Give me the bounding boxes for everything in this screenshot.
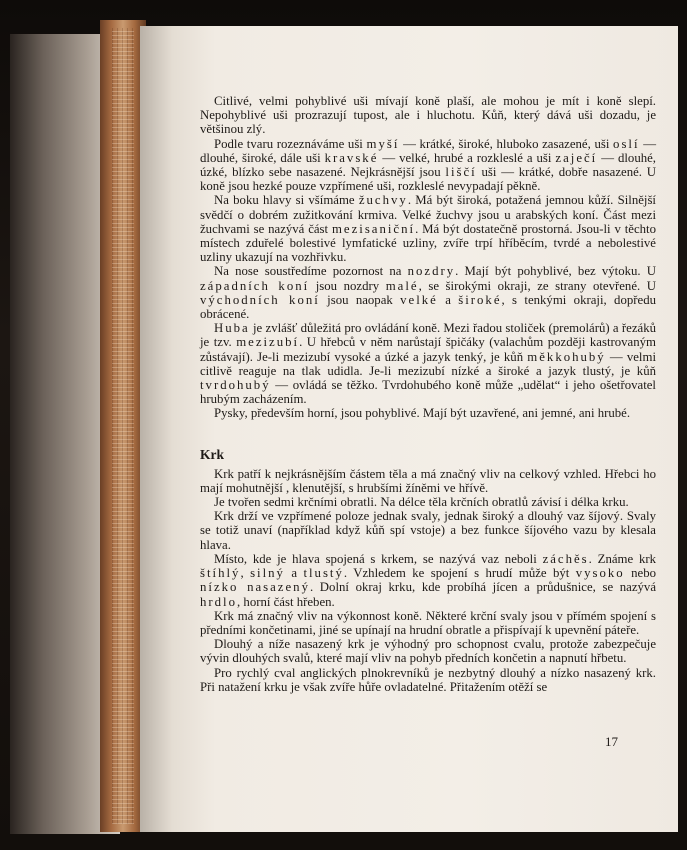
spaced-term: západních koní: [200, 278, 310, 293]
spaced-term: měkkohubý: [527, 349, 606, 364]
spaced-term: kravské: [324, 150, 379, 165]
spaced-term: silný: [250, 566, 285, 581]
book-page: [140, 26, 678, 832]
spaced-term: Huba: [214, 321, 250, 336]
spaced-term: zaječí: [555, 150, 598, 165]
paragraph: Krk má značný vliv na výkonnost koně. Některé krční svaly jsou v přímém spojení s předními končetinami, jiné se upínají na hrudní obratle a přispívají k upevnění páteře.: [200, 608, 656, 637]
spaced-term: malé: [385, 278, 419, 293]
spaced-term: mezisaniční: [331, 221, 416, 236]
spaced-term: štíhlý: [200, 566, 241, 581]
page-text: [200, 94, 656, 694]
spaced-term: žuchvy: [358, 193, 408, 208]
spaced-term: velké: [400, 292, 438, 307]
spaced-term: myší: [366, 136, 400, 151]
spaced-term: mezizubí: [236, 335, 300, 350]
paragraph: Podle tvaru rozeznáváme uši myší — krátké, široké, hluboko zasazené, uši oslí — dlouhé, široké, dále uši kravské — velké, hrubé a rozkleslé a uši zaječí — dlouhé, úzké, blízko sebe nasazené. Nejkrásnější jsou liščí uši — krátké, dobře nasazené. U koně jsou hezké pouze vzpřímené uši, rozkleslé nevypadají pěkně.: [200, 136, 657, 194]
paragraph: Huba je zvlášť důležitá pro ovládání koně. Mezi řadou stoliček (premolárů) a řezáků je tzv. mezizubí. U hřebců v něm narůstají špičáky (valachům později kastrovaným zůstávají). Je-li mezizubí vysoké a úzké a jazyk tenký, je kůň měkkohubý — velmi citlivě reaguje na tlak udidla. Je-li mezizubí nízké a široké a jazyk tlustý, je kůň tvrdohubý — ovládá se těžko. Tvrdohubého koně může „udělat“ i jeho ošetřovatel hrubým zacházením.: [200, 321, 656, 407]
paragraph: Krk drží ve vzpřímené poloze jednak svaly, jednak široký a dlouhý vaz šíjový. Svaly se totiž unaví (například když kůň spí vstoje) a bez funkce šíjového vazu by klesala hlava.: [200, 509, 656, 552]
spaced-term: tlustý: [303, 566, 344, 581]
spaced-term: nízko nasazený: [200, 580, 310, 595]
paragraph: Pysky, především horní, jsou pohyblivé. Mají být uzavřené, ani jemné, ani hrubé.: [214, 406, 631, 421]
spaced-term: záchěs: [542, 551, 589, 566]
spaced-term: nozdry: [407, 264, 456, 279]
paragraph: Na nose soustředíme pozornost na nozdry. Mají být pohyblivé, bez výtoku. U západních koní jsou nozdry malé, se širokými okraji, ze strany otevřené. U východních koní jsou naopak velké a široké, s tenkými okraji, dopředu obrácené.: [200, 264, 657, 322]
page-number: 17: [605, 734, 618, 749]
spaced-term: liščí: [445, 165, 477, 180]
paragraph: Dlouhý a níže nasazený krk je výhodný pro schopnost cvalu, protože zabezpečuje vývin dlouhých svalů, které mají vliv na pohyb předních končetin a napnutí hřbetu.: [200, 637, 656, 666]
spaced-term: oslí: [613, 136, 640, 151]
paragraph: Je tvořen sedmi krčními obratli. Na délce těla krčních obratlů závisí i délka krku.: [214, 495, 629, 510]
paragraph: Pro rychlý cval anglických plnokrevníků je nezbytný dlouhý a nízko nasazený krk. Při natažení krku je však zvíře hůře ovladatelné. Přitažením otěží se: [200, 665, 656, 694]
spine-binding-thread: [112, 28, 134, 824]
section-heading: Krk: [200, 446, 225, 462]
spaced-term: východních koní: [200, 292, 320, 307]
paragraph: Na boku hlavy si všímáme žuchvy. Má být široká, potažená jemnou kůží. Silnější svědčí o dobrém zužitkování krmiva. Velké žuchvy jsou u arabských koní. Část mezi žuchvami se nazývá část mezisaniční. Má být dostatečně prostorná. Jsou-li v těchto místech zduřelé bolestivé lymfatické uzliny, zvíře trpí hříběcím, tvrdé a nebolestivé uzliny ukazují na vozhřivku.: [200, 193, 656, 265]
spaced-term: široké: [458, 292, 502, 307]
spaced-term: hrdlo: [200, 594, 238, 609]
spaced-term: tvrdohubý: [200, 378, 271, 393]
paragraph: Místo, kde je hlava spojená s krkem, se nazývá vaz neboli záchěs. Známe krk štíhlý, silný a tlustý. Vzhledem ke spojení s hrudí může být vysoko nebo nízko nasazený. Dolní okraj krku, kde probíhá jícen a průdušnice, se nazývá hrdlo, horní část hřeben.: [200, 551, 656, 609]
paragraph: Krk patří k nejkrásnějším částem těla a má značný vliv na celkový vzhled. Hřebci ho mají mohutnější , klenutější, s hrubšími žíněmi ve hřívě.: [200, 466, 656, 495]
spaced-term: vysoko: [575, 566, 625, 581]
paragraph: Citlivé, velmi pohyblivé uši mívají koně plaší, ale mohou je mít i koně slepí. Nepohyblivé uši prozrazují tupost, ale i hluchotu. Kůň, který dává uši dozadu, je většinou zlý.: [200, 94, 656, 137]
